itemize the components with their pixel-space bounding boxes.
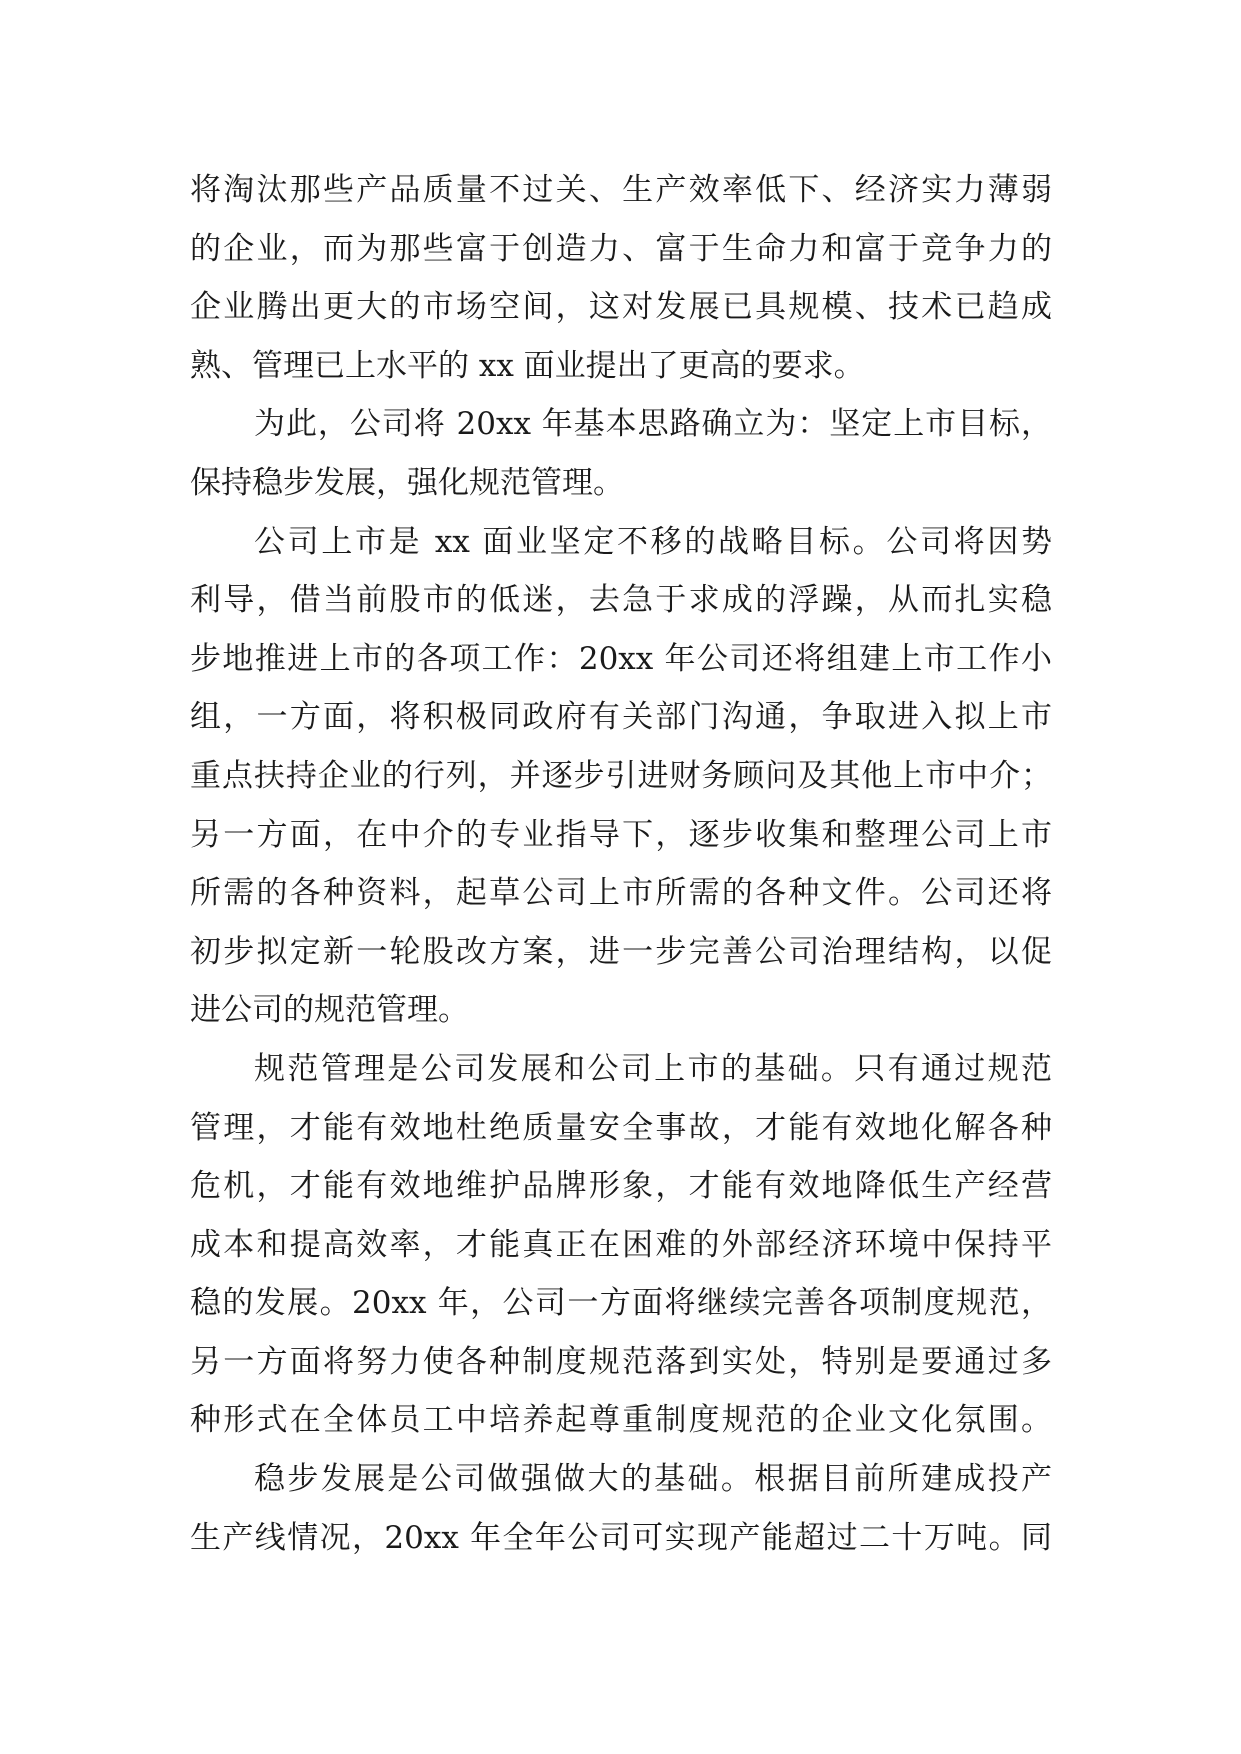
text-line: 种形式在全体员工中培养起尊重制度规范的企业文化氛围。 (190, 1402, 1052, 1439)
text-line: 步地推进上市的各项工作：20xx 年公司还将组建上市工作小 (190, 640, 1052, 677)
text-line: 将淘汰那些产品质量不过关、生产效率低下、经济实力薄弱 (190, 172, 1052, 208)
text-line: 熟、管理已上水平的 xx 面业提出了更高的要求。 (190, 347, 865, 384)
paragraph-first-line: 规范管理是公司发展和公司上市的基础。只有通过规范 (254, 1050, 1052, 1087)
paragraph-first-line: 稳步发展是公司做强做大的基础。根据目前所建成投产 (254, 1461, 1052, 1498)
text-line: 利导，借当前股市的低迷，去急于求成的浮躁，从而扎实稳 (190, 582, 1052, 619)
paragraph-first-line: 公司上市是 xx 面业坚定不移的战略目标。公司将因势 (254, 523, 1052, 560)
text-line: 生产线情况，20xx 年全年公司可实现产能超过二十万吨。同 (190, 1519, 1052, 1556)
text-line: 初步拟定新一轮股改方案，进一步完善公司治理结构，以促 (190, 933, 1052, 970)
text-line: 重点扶持企业的行列，并逐步引进财务顾问及其他上市中介； (190, 757, 1052, 794)
text-line: 成本和提高效率，才能真正在困难的外部经济环境中保持平 (190, 1226, 1052, 1263)
text-line: 的企业，而为那些富于创造力、富于生命力和富于竞争力的 (190, 230, 1052, 267)
text-line: 稳的发展。20xx 年，公司一方面将继续完善各项制度规范， (190, 1285, 1052, 1322)
text-line: 另一方面，在中介的专业指导下，逐步收集和整理公司上市 (190, 816, 1052, 853)
text-line: 组，一方面，将积极同政府有关部门沟通，争取进入拟上市 (190, 699, 1052, 736)
document-body (190, 161, 1052, 1567)
text-line: 进公司的规范管理。 (190, 992, 469, 1029)
paragraph-first-line: 为此，公司将 20xx 年基本思路确立为：坚定上市目标， (254, 406, 1052, 443)
text-line: 所需的各种资料，起草公司上市所需的各种文件。公司还将 (190, 875, 1052, 912)
text-line: 另一方面将努力使各种制度规范落到实处，特别是要通过多 (190, 1343, 1052, 1380)
text-line: 企业腾出更大的市场空间，这对发展已具规模、技术已趋成 (190, 289, 1052, 326)
text-line: 管理，才能有效地杜绝质量安全事故，才能有效地化解各种 (190, 1109, 1052, 1146)
text-line: 保持稳步发展，强化规范管理。 (190, 464, 624, 501)
text-line: 危机，才能有效地维护品牌形象，才能有效地降低生产经营 (190, 1168, 1052, 1205)
